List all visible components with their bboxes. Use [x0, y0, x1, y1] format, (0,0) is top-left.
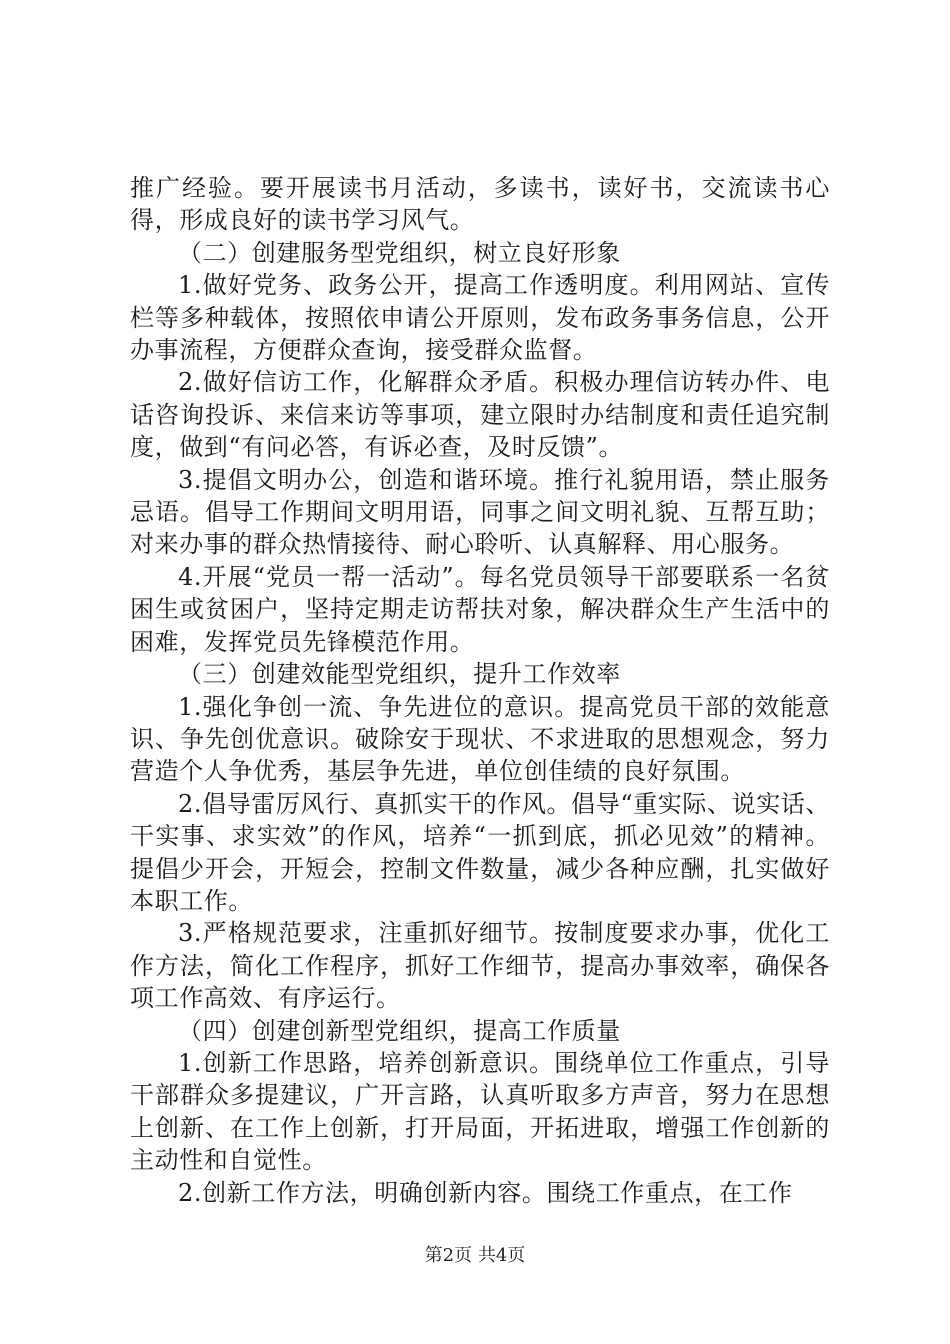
paragraph: 1.创新工作思路，培养创新意识。围绕单位工作重点，引导干部群众多提建议，广开言路，认真听取多方声音，努力在思想上创新、在工作上创新，打开局面，开拓进取，增强工作创新的主动性和自觉性。 — [130, 1048, 830, 1175]
paragraph: 4.开展“党员一帮一活动”。每名党员领导干部要联系一名贫困生或贫困户，坚持定期走访帮扶对象，解决群众生产生活中的困难，发挥党员先锋模范作用。 — [130, 562, 830, 656]
paragraph: 2.创新工作方法，明确创新内容。围绕工作重点，在工作 — [178, 1178, 793, 1207]
paragraph: 2.做好信访工作，化解群众矛盾。积极办理信访转办件、电话咨询投诉、来信来访等事项，建立限时办结制度和责任追究制度，做到“有问必答，有诉必查，及时反馈”。 — [130, 368, 830, 462]
document-body — [130, 172, 830, 1209]
paragraph: 1.做好党务、政务公开，提高工作透明度。利用网站、宣传栏等多种载体，按照依申请公开原则，发布政务事务信息，公开办事流程，方便群众查询，接受群众监督。 — [130, 271, 830, 365]
paragraph: 1.强化争创一流、争先进位的意识。提高党员干部的效能意识、争先创优意识。破除安于现状、不求进取的思想观念，努力营造个人争优秀，基层争先进，单位创佳绩的良好氛围。 — [130, 692, 830, 786]
paragraph: 3.提倡文明办公，创造和谐环境。推行礼貌用语，禁止服务忌语。倡导工作期间文明用语，同事之间文明礼貌、互帮互助；对来办事的群众热情接待、耐心聆听、认真解释、用心服务。 — [130, 465, 830, 559]
section-heading: （三）创建效能型党组织，提升工作效率 — [178, 660, 621, 689]
paragraph: 推广经验。要开展读书月活动，多读书，读好书，交流读书心得，形成良好的读书学习风气。 — [130, 174, 830, 235]
page-number-label: 第2页 共4页 — [424, 1245, 526, 1266]
section-heading: （二）创建服务型党组织，树立良好形象 — [178, 238, 621, 267]
page-footer — [0, 1245, 950, 1267]
paragraph: 2.倡导雷厉风行、真抓实干的作风。倡导“重实际、说实话、干实事、求实效”的作风，培养“一抓到底，抓必见效”的精神。提倡少开会，开短会，控制文件数量，减少各种应酬，扎实做好本职工作。 — [130, 789, 830, 915]
paragraph: 3.严格规范要求，注重抓好细节。按制度要求办事，优化工作方法，简化工作程序，抓好工作细节，提高办事效率，确保各项工作高效、有序运行。 — [130, 919, 830, 1013]
section-heading: （四）创建创新型党组织，提高工作质量 — [178, 1016, 621, 1045]
